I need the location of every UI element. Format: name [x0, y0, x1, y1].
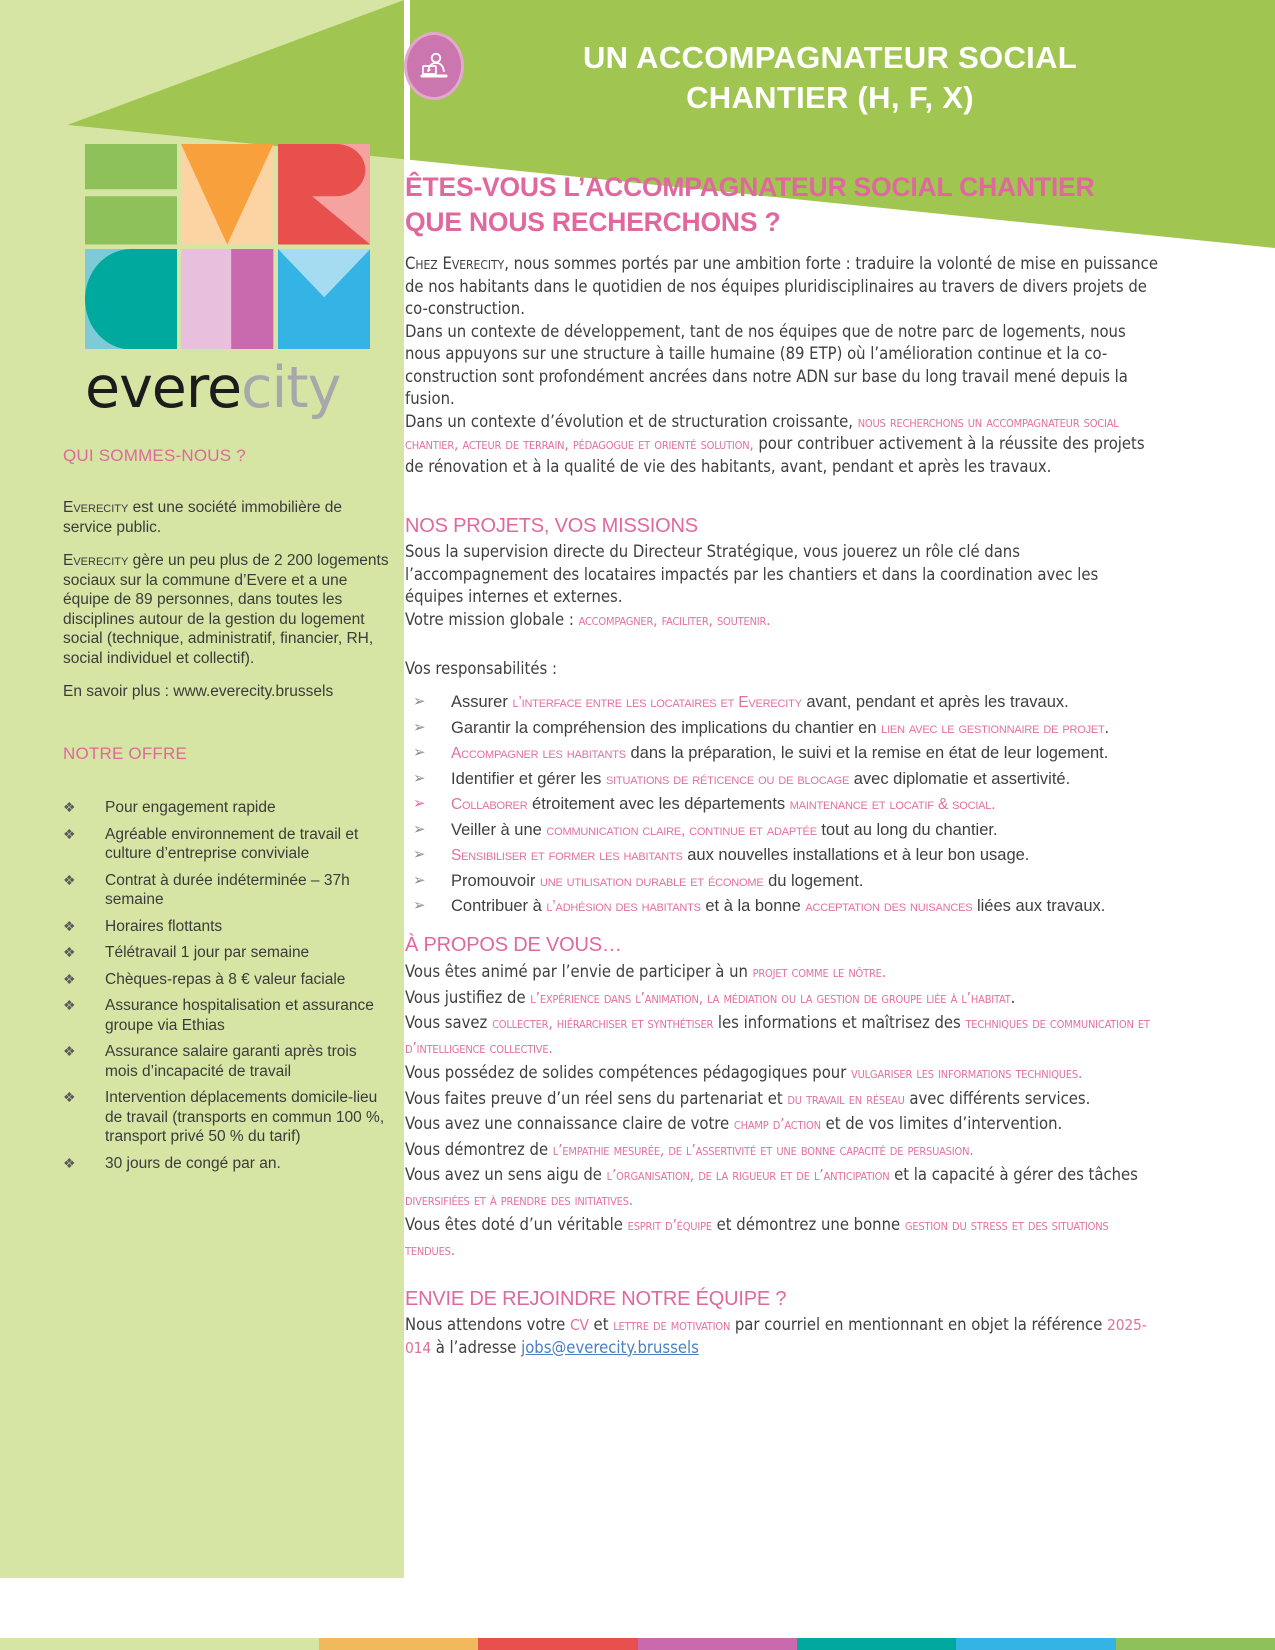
highlight-text: lien avec le gestionnaire de projet [881, 719, 1105, 737]
diamond-bullet-icon: ❖ [63, 871, 76, 888]
intro-chez-caps: Chez [405, 254, 438, 273]
offer-item-label: Assurance hospitalisation et assurance groupe via Ethias [105, 997, 374, 1034]
body-text: par courriel en mentionnant en objet la référence [730, 1315, 1108, 1334]
body-text: et la capacité à gérer des tâches [889, 1165, 1138, 1184]
highlight-text: techniques de communication et d’intelligence collective. [405, 1014, 1150, 1057]
highlight-text: l’interface entre les locataires et Everecity [512, 694, 802, 711]
about-you-line [405, 1163, 1160, 1212]
sidebar-about-section [63, 446, 393, 466]
offer-item-label: 30 jours de congé par an. [105, 1154, 281, 1172]
about-you-line [405, 1087, 1160, 1112]
logo-tile-i [181, 249, 273, 350]
stripe-segment [638, 1638, 797, 1650]
body-text: et [588, 1315, 614, 1334]
sidebar-offer-heading-wrap [63, 744, 393, 764]
diamond-bullet-icon: ❖ [63, 997, 76, 1013]
offer-list-item [63, 798, 393, 818]
about-you-line [405, 1011, 1160, 1060]
intro-paragraph-1 [405, 253, 1160, 321]
diamond-bullet-icon: ❖ [63, 799, 76, 815]
highlight-text: l’expérience dans l’animation, la médiation ou la gestion de groupe liée à l’habitat [530, 988, 1011, 1007]
body-text: Assurer [451, 693, 513, 711]
responsibility-item [405, 741, 1160, 767]
body-text: Vous êtes doté d’un véritable [405, 1215, 628, 1234]
responsibilities-list-wrap [405, 690, 1160, 920]
about-you-lines [405, 960, 1160, 1262]
responsibilities-list [405, 690, 1160, 920]
offer-item-label: Chèques-repas à 8 € valeur faciale [105, 970, 346, 988]
email-link[interactable]: jobs@everecity.brussels [521, 1337, 699, 1357]
diamond-bullet-icon: ❖ [63, 1089, 76, 1105]
offer-item-label: Pour engagement rapide [105, 799, 276, 816]
footer-color-stripe [0, 1638, 1275, 1650]
about-paragraph-2 [63, 551, 393, 668]
highlight-text: Accompagner les habitants [451, 745, 626, 762]
arrow-bullet-icon: ➢ [413, 820, 426, 838]
responsibilities-label: Vos responsabilités : [405, 659, 557, 678]
logo-tile-grid [85, 144, 370, 349]
highlight-text: acceptation des nuisances [805, 898, 973, 915]
logo-tile-r [278, 144, 370, 245]
about-paragraph-1 [63, 498, 393, 537]
offer-list-item [63, 943, 393, 963]
intro-p3-a: Dans un contexte d’évolution et de structuration croissante, [405, 411, 858, 431]
logo-tile-v [181, 144, 273, 245]
highlight-text: vulgariser les informations techniques. [851, 1064, 1083, 1082]
body-text: aux nouvelles installations et à leur bon usage. [682, 846, 1030, 864]
diamond-bullet-icon: ❖ [63, 1154, 76, 1171]
responsibility-item [405, 869, 1160, 895]
body-text: avant, pendant et après les travaux. [801, 693, 1069, 711]
stripe-segment [159, 1638, 318, 1650]
arrow-bullet-icon: ➢ [413, 693, 426, 710]
body-text: Vous avez un sens aigu de [405, 1165, 607, 1184]
body-text: Vous avez une connaissance claire de votre [405, 1114, 734, 1133]
highlight-text: collecter, hiérarchiser et synthétiser [492, 1014, 714, 1032]
body-text: Vous justifiez de [405, 987, 531, 1007]
highlight-text: diversifiées et à prendre des initiatives. [405, 1190, 634, 1209]
body-text: . [1010, 987, 1016, 1007]
arrow-bullet-icon: ➢ [413, 871, 426, 889]
responsibility-item [405, 818, 1160, 844]
missions-paragraph: Sous la supervision directe du Directeur Stratégique, vous jouerez un rôle clé dans l’accompagnement des locataires impactés par les chantiers et dans la coordination avec les équipes internes et externes. [405, 542, 1099, 606]
missions-global-label: Votre mission globale : [405, 609, 579, 629]
responsibility-item [405, 716, 1160, 742]
offer-item-label: Intervention déplacements domicile-lieu de travail (transports en commun 100 %, transport privé 50 % du tarif) [105, 1089, 385, 1145]
about-you-line [405, 1213, 1160, 1262]
body-text: à l’adresse [431, 1337, 522, 1357]
diamond-bullet-icon: ❖ [63, 944, 76, 960]
offer-list-item [63, 1154, 393, 1174]
offer-item-label: Contrat à durée indéterminée – 37h semaine [105, 871, 350, 908]
stripe-segment [319, 1638, 478, 1650]
intro-paragraphs [405, 253, 1160, 478]
offer-list-item [63, 825, 393, 864]
body-text: Vous possédez de solides compétences pédagogiques pour [405, 1063, 851, 1082]
responsibility-item [405, 843, 1160, 869]
offer-item-label: Assurance salaire garanti après trois mois d’incapacité de travail [105, 1043, 357, 1080]
contact-heading: ENVIE DE REJOINDRE NOTRE ÉQUIPE ? [405, 1288, 787, 1310]
highlight-text: Collaborer [451, 796, 528, 813]
intro-p3-b: pour contribuer activement à la réussite des projets de rénovation et à la qualité de vie des habitants, avant, pendant et après les travaux. [405, 434, 1145, 476]
everecity-logo [85, 144, 370, 419]
job-posting-icon [404, 32, 464, 100]
stripe-segment [956, 1638, 1115, 1650]
body-text: tout au long du chantier. [816, 820, 998, 839]
body-text: dans la préparation, le suivi et la remise en état de leur logement. [625, 744, 1109, 762]
body-text: avec différents services. [904, 1088, 1091, 1108]
sidebar-about-text [63, 498, 393, 716]
body-text: Vous êtes animé par l’envie de participer à un [405, 962, 753, 981]
body-text: Nous attendons votre [405, 1315, 570, 1334]
arrow-bullet-icon: ➢ [413, 769, 426, 787]
page-title [470, 38, 1190, 118]
highlight-text: l’adhésion des habitants [546, 898, 701, 915]
highlight-text: lettre de motivation [613, 1316, 731, 1334]
highlight-text: l’organisation, de la rigueur et de l’anticipation [606, 1166, 890, 1184]
missions-global-highlight: accompagner, faciliter, soutenir. [578, 610, 771, 629]
highlight-text: une utilisation durable et économe [539, 872, 764, 890]
offer-list-item [63, 917, 393, 937]
page-title-line1: UN ACCOMPAGNATEUR SOCIAL [583, 40, 1077, 75]
highlight-text: du travail en réseau [787, 1089, 905, 1108]
about-p1-text: est une société immobilière de service public. [63, 499, 343, 536]
about-you-heading: À PROPOS DE VOUS… [405, 934, 622, 956]
about-you-line [405, 960, 1160, 985]
arrow-bullet-icon: ➢ [413, 744, 426, 761]
sidebar-offer-list-wrap [63, 798, 393, 1180]
body-text: avec diplomatie et assertivité. [849, 769, 1071, 788]
contact-section [405, 1286, 1160, 1359]
diamond-bullet-icon: ❖ [63, 970, 76, 987]
about-p2-text: gère un peu plus de 2 200 logements sociaux sur la commune d’Evere et a une équipe de 89 personnes, dans toutes les disciplines autour de la gestion du logement social (technique, administratif, financier, RH, social individuel et collectif). [63, 552, 389, 667]
responsibilities-section [405, 658, 1160, 681]
company-name-caps: Everecity [63, 499, 129, 516]
highlight-text: maintenance et locatif & social. [789, 796, 996, 813]
about-you-line [405, 1138, 1160, 1163]
intro-p1-text: , nous sommes portés par une ambition forte : traduire la volonté de mise en puissance de nos habitants dans le quotidien de nos équipes pluridisciplinaires au travers de divers projets de co-construction. [405, 254, 1158, 318]
offer-list-item [63, 1042, 393, 1081]
logo-tile-c [85, 249, 177, 350]
body-text: Vous savez [405, 1013, 493, 1032]
intro-heading [405, 170, 1165, 240]
missions-section [405, 513, 1160, 631]
about-paragraph-3[interactable]: En savoir plus : www.everecity.brussels [63, 683, 334, 700]
about-you-line [405, 1112, 1160, 1137]
logo-tile-e [85, 144, 177, 245]
intro-heading-line2: QUE NOUS RECHERCHONS ? [405, 207, 781, 237]
logo-tile-y [278, 249, 370, 350]
diamond-bullet-icon: ❖ [63, 917, 76, 934]
intro-paragraph-3 [405, 411, 1160, 479]
offer-list-item [63, 996, 393, 1035]
about-you-section [405, 932, 1160, 1263]
responsibility-item [405, 690, 1160, 716]
intro-heading-line1: ÊTES-VOUS L’ACCOMPAGNATEUR SOCIAL CHANTIER [405, 172, 1095, 202]
intro-everecity-caps: Everecity [442, 254, 505, 273]
responsibility-item [405, 894, 1160, 920]
stripe-segment [1116, 1638, 1275, 1650]
body-text: Garantir la compréhension des implications du chantier en [451, 718, 882, 737]
body-text: et de vos limites d’intervention. [820, 1114, 1063, 1133]
stripe-segment [0, 1638, 159, 1650]
stripe-segment [797, 1638, 956, 1650]
offer-list [63, 798, 393, 1173]
missions-global [405, 609, 1160, 632]
body-text: Vous démontrez de [405, 1139, 553, 1159]
body-text: Identifier et gérer les [451, 769, 606, 788]
body-text: Veiller à une [451, 820, 547, 839]
highlight-text: communication claire, continue et adaptée [546, 821, 817, 839]
body-text: et à la bonne [700, 897, 806, 915]
highlight-text: situations de réticence ou de blocage [606, 770, 850, 788]
intro-paragraph-2: Dans un contexte de développement, tant de nos équipes que de notre parc de logements, nous nous appuyons sur une structure à taille humaine (89 ETP) où l’amélioration continue et la co-construction sont profondément ancrées dans notre ADN sur base du long travail mené depuis la fusion. [405, 321, 1128, 408]
offer-item-label: Télétravail 1 jour par semaine [105, 944, 310, 961]
highlight-text: projet comme le nôtre. [752, 963, 886, 981]
offer-item-label: Agréable environnement de travail et culture d’entreprise conviviale [105, 825, 359, 862]
body-text: Contribuer à [451, 897, 547, 915]
arrow-bullet-icon: ➢ [413, 897, 426, 914]
company-name-caps-2: Everecity [63, 552, 129, 569]
responsibility-item [405, 792, 1160, 818]
highlight-text: esprit d’équipe [627, 1216, 712, 1234]
intro-p3-highlight: nous recherchons un accompagnateur social chantier, acteur de terrain, pédagogue et orienté solution, [405, 412, 1119, 453]
diamond-bullet-icon: ❖ [63, 825, 76, 842]
body-text: les informations et maîtrisez des [713, 1013, 966, 1032]
offer-item-label: Horaires flottants [105, 917, 223, 935]
body-text: liées aux travaux. [972, 897, 1106, 915]
body-text: et démontrez une bonne [711, 1215, 905, 1234]
logo-word-city: city [241, 355, 341, 421]
body-text: du logement. [763, 871, 864, 890]
stripe-segment [478, 1638, 637, 1650]
body-text: . [1104, 718, 1110, 737]
body-text: Promouvoir [451, 871, 540, 890]
logo-wordmark [85, 357, 370, 419]
responsibility-item [405, 767, 1160, 793]
highlight-text: CV [569, 1316, 589, 1334]
arrow-bullet-icon: ➢ [413, 718, 426, 736]
missions-heading: NOS PROJETS, VOS MISSIONS [405, 515, 698, 537]
contact-paragraph [405, 1314, 1160, 1359]
highlight-text: Sensibiliser et former les habitants [451, 847, 683, 864]
highlight-text: champ d’action [733, 1115, 821, 1133]
arrow-bullet-icon: ➢ [413, 846, 426, 863]
body-text: étroitement avec les départements [527, 795, 790, 813]
diamond-bullet-icon: ❖ [63, 1043, 76, 1059]
highlight-text: l’empathie mesurée, de l’assertivité et une bonne capacité de persuasion. [552, 1140, 974, 1159]
about-you-line [405, 986, 1160, 1011]
body-text: Vous faites preuve d’un réel sens du partenariat et [405, 1088, 788, 1108]
logo-word-evere: evere [85, 355, 242, 421]
highlight-text: 2025-014 [405, 1316, 1147, 1357]
arrow-bullet-icon: ➢ [413, 795, 426, 812]
offer-list-item [63, 871, 393, 910]
sidebar-offer-heading: NOTRE OFFRE [63, 744, 188, 763]
about-you-line [405, 1061, 1160, 1086]
highlight-text: gestion du stress et des situations tendues. [405, 1216, 1109, 1259]
sidebar-about-heading: QUI SOMMES-NOUS ? [63, 446, 246, 465]
offer-list-item [63, 1088, 393, 1147]
page-title-line2: CHANTIER (H, F, X) [686, 80, 974, 115]
offer-list-item [63, 970, 393, 990]
